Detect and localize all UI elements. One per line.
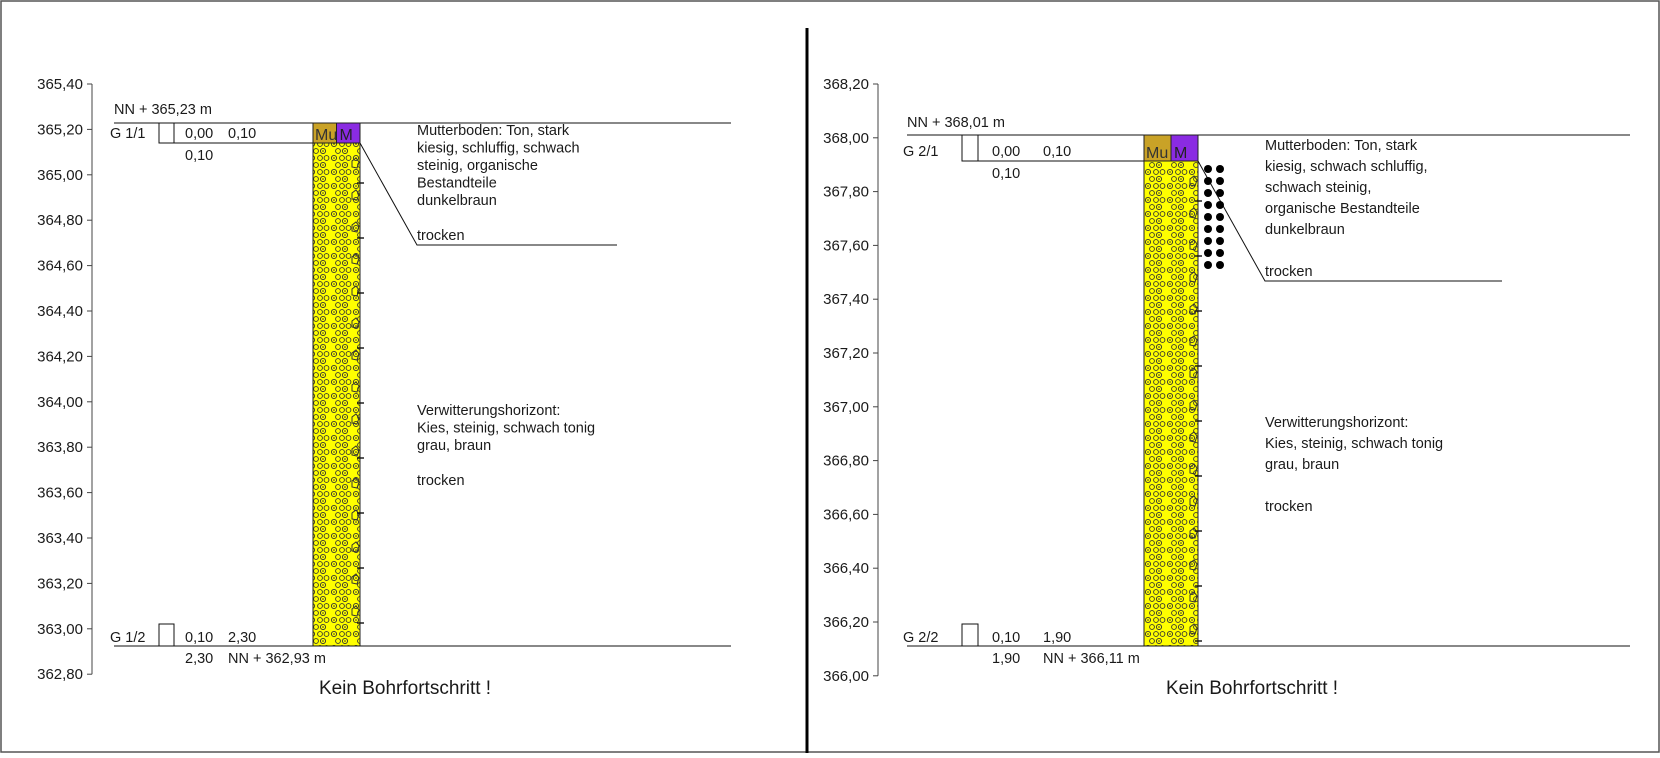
topsoil-symbol-m: M [1174, 145, 1188, 162]
sample-id-label: G 1/2 [110, 630, 146, 646]
axis-tick-label: 367,60 [823, 237, 869, 255]
marker-dot [1216, 165, 1224, 173]
marker-dot [1216, 237, 1224, 245]
layer-description-line: grau, braun [417, 438, 492, 454]
topsoil-symbol-m: M [339, 127, 353, 144]
marker-dot [1204, 225, 1212, 233]
marker-dot [1204, 261, 1212, 269]
axis-tick-label: 366,00 [823, 667, 869, 685]
layer-description-line: dunkelbraun [1265, 222, 1345, 238]
layer-description-line: Mutterboden: Ton, stark [1265, 138, 1418, 154]
axis-tick-label: 364,00 [37, 393, 83, 411]
marker-dot [1204, 237, 1212, 245]
topsoil-symbol-mu: Mu [315, 127, 338, 144]
layer-description-line: schwach steinig, [1265, 180, 1372, 196]
marker-dot [1204, 213, 1212, 221]
sample-id-label: G 2/2 [903, 630, 939, 646]
layer-description-line: Verwitterungshorizont: [417, 403, 561, 419]
gravel-layer-column [313, 143, 360, 646]
layer-description-line: steinig, organische [417, 158, 538, 174]
marker-dot [1216, 177, 1224, 185]
layer-to-label: 1,90 [1043, 630, 1072, 646]
layer-from-label: 0,00 [992, 144, 1021, 160]
description-callout-line [1198, 161, 1502, 281]
layer-description-line: trocken [1265, 264, 1313, 280]
layer-description-line: Kies, steinig, schwach tonig [417, 420, 596, 437]
axis-tick-label: 367,40 [823, 291, 869, 309]
layer-depth-label: 0,10 [185, 148, 214, 164]
marker-dot [1204, 177, 1212, 185]
layer-description-line: Bestandteile [417, 175, 497, 192]
axis-tick-label: 362,80 [37, 666, 83, 684]
marker-dot [1204, 201, 1212, 209]
sample-box [159, 624, 174, 646]
marker-dot [1204, 249, 1212, 257]
bottom-elevation-label: NN + 366,11 m [1043, 651, 1140, 667]
axis-tick-label: 364,60 [37, 257, 83, 275]
layer-depth-label: 2,30 [185, 651, 214, 667]
axis-tick-label: 363,00 [37, 620, 83, 638]
sample-box [159, 123, 174, 143]
layer-from-label: 0,10 [992, 630, 1021, 646]
no-drilling-progress-note: Kein Bohrfortschritt ! [318, 678, 492, 699]
axis-tick-label: 365,40 [37, 76, 83, 93]
axis-tick-label: 366,40 [823, 560, 869, 578]
sample-id-label: G 2/1 [903, 144, 939, 160]
axis-tick-label: 363,40 [37, 530, 83, 547]
layer-description-line: trocken [1265, 499, 1313, 515]
axis-tick-label: 363,80 [37, 439, 83, 457]
layer-description-line: kiesig, schluffig, schwach [417, 140, 580, 157]
layer-description-line: grau, braun [1265, 457, 1340, 473]
top-elevation-label: NN + 365,23 m [114, 102, 212, 118]
axis-tick-label: 366,80 [823, 452, 869, 470]
layer-to-label: 2,30 [228, 630, 257, 646]
axis-tick-label: 363,60 [37, 484, 83, 502]
layer-description-line: trocken [417, 228, 465, 244]
marker-dot [1216, 261, 1224, 269]
layer-to-label: 0,10 [228, 126, 257, 142]
axis-tick-label: 364,80 [37, 212, 83, 230]
layer-description-line: trocken [417, 473, 465, 489]
layer-description-line: Verwitterungshorizont: [1265, 415, 1409, 431]
layer-description-line: organische Bestandteile [1265, 201, 1420, 217]
axis-tick-label: 365,00 [37, 166, 83, 184]
layer-description-line: kiesig, schwach schluffig, [1265, 159, 1428, 175]
marker-dot [1216, 225, 1224, 233]
top-elevation-label: NN + 368,01 m [907, 115, 1005, 131]
sample-box [962, 624, 978, 646]
axis-tick-label: 364,20 [37, 348, 83, 366]
layer-from-label: 0,10 [185, 630, 214, 646]
layer-description-line: Kies, steinig, schwach tonig [1265, 436, 1444, 452]
bottom-elevation-label: NN + 362,93 m [228, 651, 326, 667]
sample-id-label: G 1/1 [110, 126, 146, 142]
axis-tick-label: 364,40 [37, 303, 83, 320]
sample-box [962, 135, 978, 161]
marker-dot [1216, 213, 1224, 221]
marker-dot [1216, 249, 1224, 257]
layer-to-label: 0,10 [1043, 144, 1072, 160]
layer-from-label: 0,00 [185, 126, 214, 142]
axis-tick-label: 368,00 [823, 129, 869, 147]
layer-description-line: dunkelbraun [417, 193, 497, 209]
axis-tick-label: 367,20 [823, 345, 869, 362]
topsoil-symbol-mu: Mu [1146, 145, 1169, 162]
no-drilling-progress-note: Kein Bohrfortschritt ! [1165, 678, 1339, 699]
layer-depth-label: 1,90 [992, 651, 1021, 667]
axis-tick-label: 368,20 [823, 76, 869, 93]
axis-tick-label: 365,20 [37, 121, 83, 139]
axis-tick-label: 363,20 [37, 575, 83, 593]
axis-tick-label: 367,80 [823, 183, 869, 201]
marker-dot [1204, 189, 1212, 197]
axis-tick-label: 366,20 [823, 614, 869, 631]
borehole-panel-1 [37, 76, 731, 699]
borehole-panel-2 [823, 76, 1630, 699]
axis-tick-label: 367,00 [823, 398, 869, 416]
axis-tick-label: 366,60 [823, 506, 869, 524]
marker-dot [1216, 189, 1224, 197]
marker-dot [1204, 165, 1212, 173]
marker-dot [1216, 201, 1224, 209]
layer-description-line: Mutterboden: Ton, stark [417, 123, 570, 139]
layer-depth-label: 0,10 [992, 166, 1021, 182]
